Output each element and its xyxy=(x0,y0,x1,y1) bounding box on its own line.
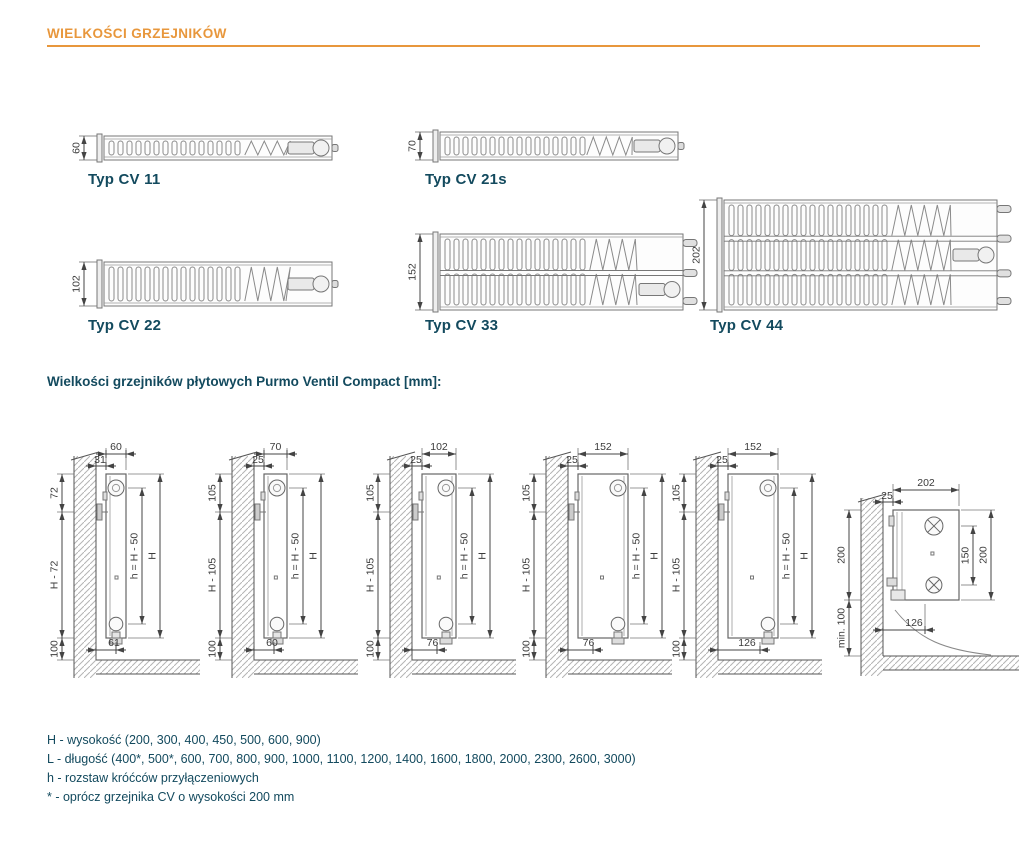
footnote-height: H - wysokość (200, 300, 400, 450, 500, 600, 900) xyxy=(47,733,321,747)
svg-text:H: H xyxy=(798,552,811,560)
svg-text:70: 70 xyxy=(269,441,282,453)
svg-text:152: 152 xyxy=(594,441,612,453)
svg-text:min. 100: min. 100 xyxy=(835,607,848,649)
svg-text:H - 105: H - 105 xyxy=(520,557,533,593)
svg-text:H - 72: H - 72 xyxy=(48,560,61,590)
svg-text:72: 72 xyxy=(48,487,61,499)
section-title: Wielkości grzejników płytowych Purmo Ventil Compact [mm]: xyxy=(47,374,442,389)
svg-text:100: 100 xyxy=(206,640,219,658)
svg-text:H - 105: H - 105 xyxy=(670,557,683,593)
svg-text:76: 76 xyxy=(426,637,439,649)
svg-text:H: H xyxy=(146,552,159,560)
svg-text:152: 152 xyxy=(744,441,762,453)
svg-text:h = H - 50: h = H - 50 xyxy=(458,532,471,580)
footnotes xyxy=(47,731,636,807)
dimension-diagram-cv11 xyxy=(48,426,208,684)
svg-text:h = H - 50: h = H - 50 xyxy=(780,532,793,580)
svg-text:100: 100 xyxy=(364,640,377,658)
svg-text:100: 100 xyxy=(48,640,61,658)
svg-text:126: 126 xyxy=(738,637,756,649)
svg-text:100: 100 xyxy=(670,640,683,658)
svg-text:150: 150 xyxy=(959,546,972,565)
svg-text:105: 105 xyxy=(206,484,219,502)
svg-text:70: 70 xyxy=(406,140,419,152)
svg-text:H: H xyxy=(476,552,489,560)
svg-text:126: 126 xyxy=(905,617,923,629)
type-label-cv33: Typ CV 33 xyxy=(425,317,499,334)
radiator-cross-section-cv21s xyxy=(406,126,696,170)
type-label-cv44: Typ CV 44 xyxy=(710,317,784,334)
footnote-length: L - długość (400*, 500*, 600, 700, 800, 900, 1000, 1100, 1200, 1400, 1600, 1800, 2000, 2300, 2600, 3000) xyxy=(47,752,636,766)
svg-text:31: 31 xyxy=(94,454,106,466)
type-label-cv11: Typ CV 11 xyxy=(88,171,161,188)
svg-text:25: 25 xyxy=(252,454,264,466)
svg-text:h = H - 50: h = H - 50 xyxy=(128,532,141,580)
radiator-cross-section-cv11 xyxy=(70,130,350,170)
svg-text:25: 25 xyxy=(566,454,578,466)
svg-text:76: 76 xyxy=(582,637,595,649)
dimension-diagram-cv33 xyxy=(520,426,680,684)
svg-text:100: 100 xyxy=(520,640,533,658)
svg-text:102: 102 xyxy=(430,441,448,453)
footnote-spacing: h - rozstaw króćców przyłączeniowych xyxy=(47,771,259,785)
footnote-asterisk: * - oprócz grzejnika CV o wysokości 200 mm xyxy=(47,790,295,804)
svg-text:60: 60 xyxy=(266,637,278,649)
svg-text:61: 61 xyxy=(108,637,120,649)
type-label-cv22: Typ CV 22 xyxy=(88,317,162,334)
svg-text:25: 25 xyxy=(881,490,893,502)
svg-text:105: 105 xyxy=(520,484,533,502)
svg-text:h = H - 50: h = H - 50 xyxy=(289,532,302,580)
svg-text:25: 25 xyxy=(410,454,422,466)
dimension-diagram-cv44-floor xyxy=(835,448,1027,688)
svg-text:202: 202 xyxy=(690,246,703,264)
svg-text:25: 25 xyxy=(716,454,728,466)
header-divider xyxy=(47,45,980,47)
dimension-diagram-cv22 xyxy=(364,426,524,684)
dimension-diagram-cv21s xyxy=(206,426,366,684)
svg-text:202: 202 xyxy=(917,477,935,489)
type-label-cv21s: Typ CV 21s xyxy=(425,171,507,188)
radiator-cross-section-cv33 xyxy=(406,228,701,320)
radiator-cross-section-cv22 xyxy=(70,256,350,316)
svg-text:H: H xyxy=(307,552,320,560)
svg-text:200: 200 xyxy=(835,546,848,564)
dimension-diagram-cv33-wide xyxy=(670,426,830,684)
svg-text:60: 60 xyxy=(110,441,122,453)
page-title: WIELKOŚCI GRZEJNIKÓW xyxy=(47,26,227,41)
svg-text:H: H xyxy=(648,552,661,560)
svg-text:H - 105: H - 105 xyxy=(364,557,377,593)
svg-text:152: 152 xyxy=(406,263,419,281)
svg-text:60: 60 xyxy=(70,142,83,154)
svg-text:H - 105: H - 105 xyxy=(206,557,219,593)
svg-text:200: 200 xyxy=(977,546,990,564)
radiator-cross-section-cv44 xyxy=(690,194,1015,320)
svg-text:h = H - 50: h = H - 50 xyxy=(630,532,643,580)
svg-text:105: 105 xyxy=(670,484,683,502)
svg-text:102: 102 xyxy=(70,275,83,293)
svg-text:105: 105 xyxy=(364,484,377,502)
